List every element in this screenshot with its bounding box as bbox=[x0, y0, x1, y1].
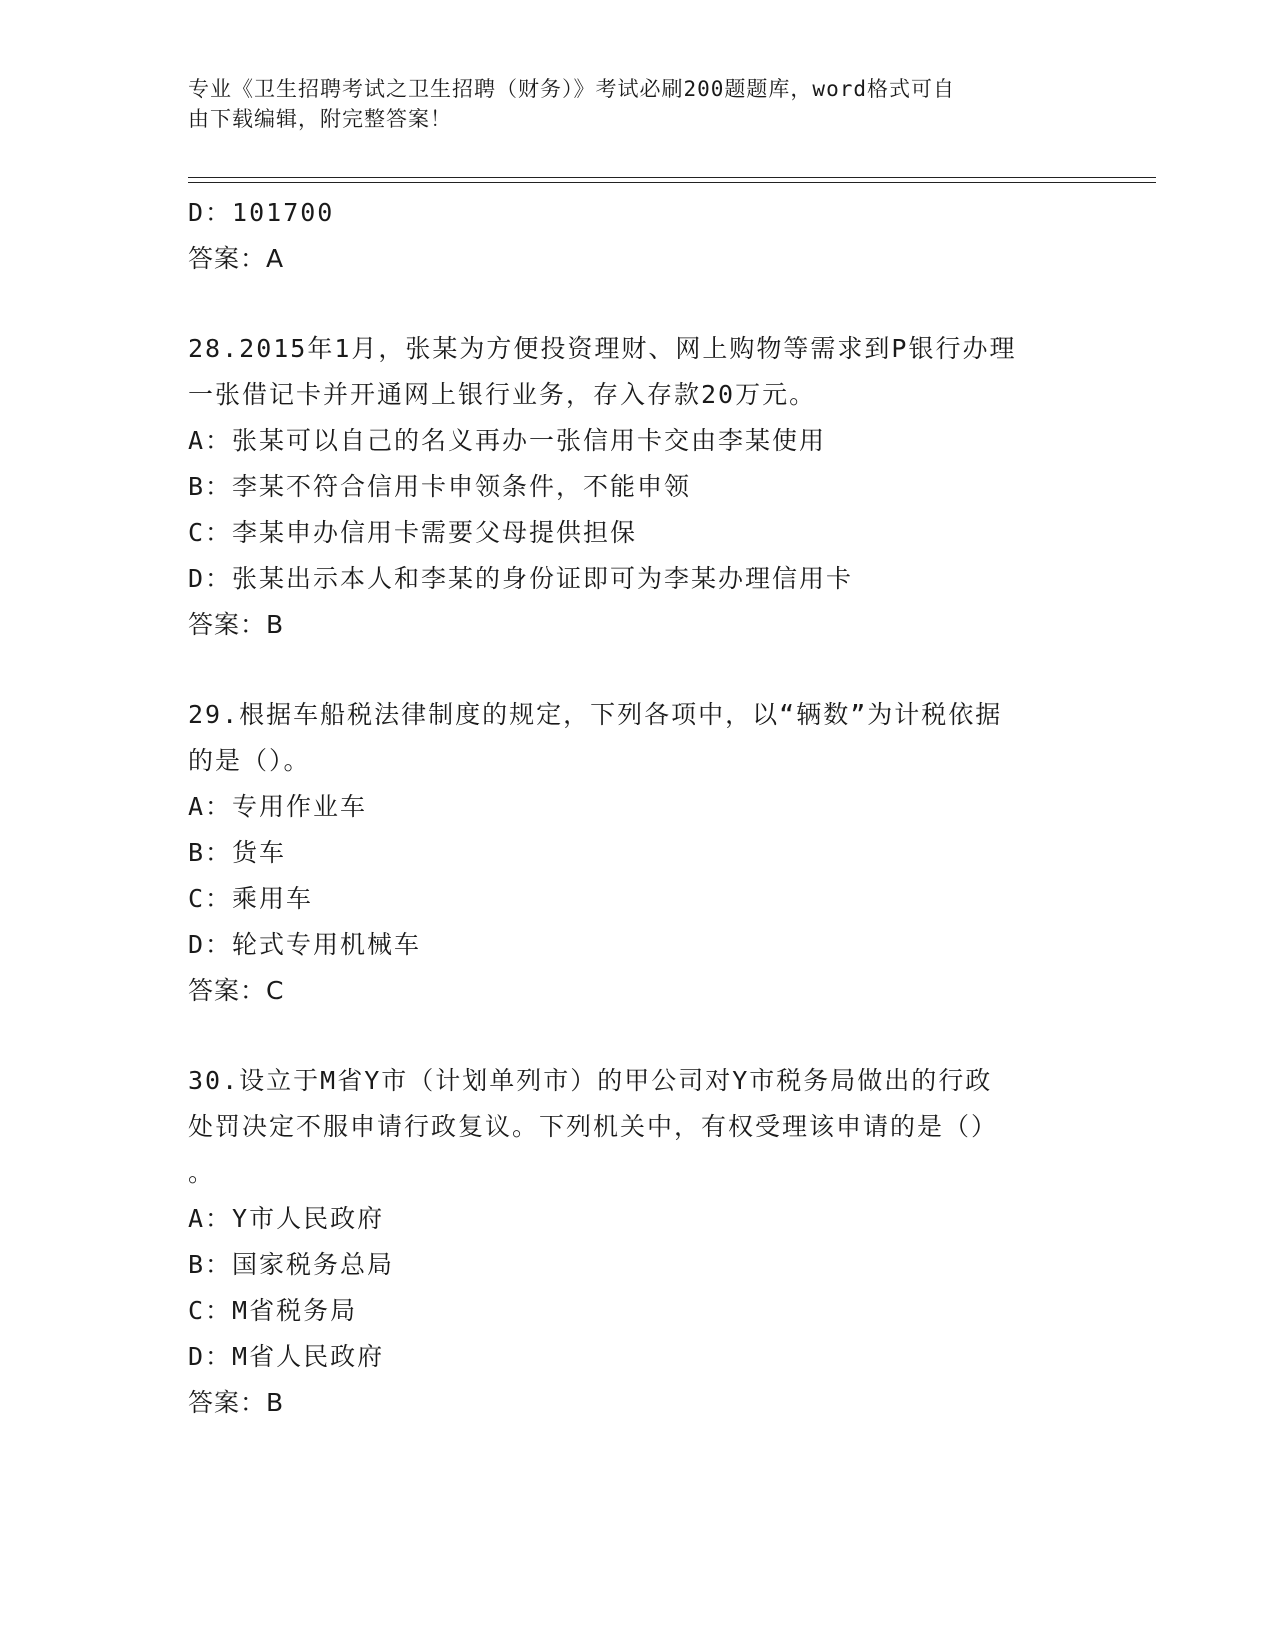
option-c: C：李某申办信用卡需要父母提供担保 bbox=[188, 518, 638, 547]
header-line-2: 由下载编辑，附完整答案！ bbox=[188, 107, 452, 131]
question-stem-line: 30.设立于M省Y市（计划单列市）的甲公司对Y市税务局做出的行政 bbox=[188, 1066, 993, 1095]
document-header bbox=[188, 74, 1088, 134]
question-stem-line: 一张借记卡并开通网上银行业务，存入存款20万元。 bbox=[188, 380, 817, 409]
answer-line: 答案：C bbox=[188, 976, 285, 1005]
question-stem-line: 28.2015年1月，张某为方便投资理财、网上购物等需求到P银行办理 bbox=[188, 334, 1017, 363]
option-b: B：国家税务总局 bbox=[188, 1250, 395, 1279]
question-29 bbox=[188, 692, 1088, 1014]
option-d: D：张某出示本人和李某的身份证即可为李某办理信用卡 bbox=[188, 564, 854, 593]
option-d: D：轮式专用机械车 bbox=[188, 930, 422, 959]
header-divider-top bbox=[188, 177, 1156, 178]
question-stem-line: 的是（）。 bbox=[188, 746, 311, 775]
option-c: C：M省税务局 bbox=[188, 1296, 358, 1325]
option-b: B：李某不符合信用卡申领条件，不能申领 bbox=[188, 472, 692, 501]
question-stem-line: 29.根据车船税法律制度的规定，下列各项中，以“辆数”为计税依据 bbox=[188, 700, 1003, 729]
option-a: A：Y市人民政府 bbox=[188, 1204, 385, 1233]
answer-line: 答案：A bbox=[188, 244, 285, 273]
option-c: C：乘用车 bbox=[188, 884, 314, 913]
question-stem-line: 处罚决定不服申请行政复议。下列机关中，有权受理该申请的是（） bbox=[188, 1112, 999, 1141]
question-30 bbox=[188, 1058, 1088, 1426]
document-body bbox=[188, 190, 1088, 1426]
answer-line: 答案：B bbox=[188, 1388, 285, 1417]
header-line-1: 专业《卫生招聘考试之卫生招聘（财务）》考试必刷200题题库，word格式可自 bbox=[188, 77, 955, 101]
answer-line: 答案：B bbox=[188, 610, 285, 639]
question-28 bbox=[188, 326, 1088, 648]
option-b: B：货车 bbox=[188, 838, 287, 867]
question-stem-line: 。 bbox=[188, 1158, 216, 1187]
option-a: A：专用作业车 bbox=[188, 792, 368, 821]
header-divider-bottom bbox=[188, 182, 1156, 183]
option-d: D：M省人民政府 bbox=[188, 1342, 385, 1371]
option-d: D：101700 bbox=[188, 198, 335, 227]
previous-question-tail bbox=[188, 190, 1088, 282]
option-a: A：张某可以自己的名义再办一张信用卡交由李某使用 bbox=[188, 426, 827, 455]
